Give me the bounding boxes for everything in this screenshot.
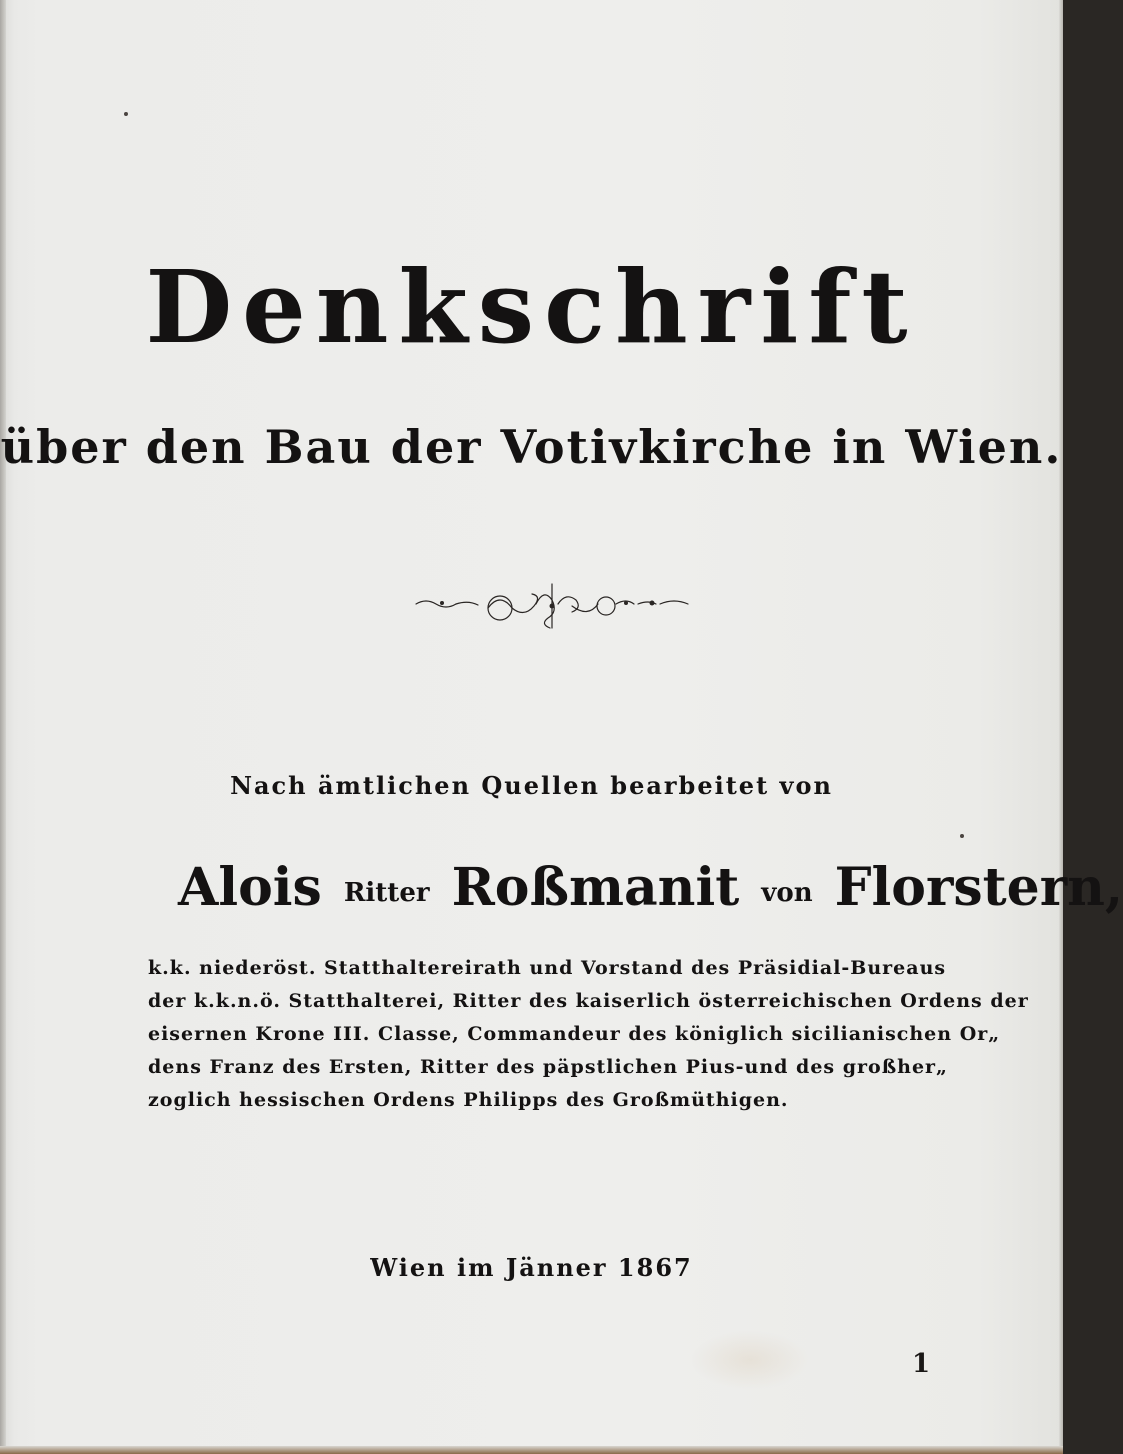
author-first-name: Alois xyxy=(178,857,322,918)
paper-speck xyxy=(124,112,128,116)
author-credentials xyxy=(148,952,1029,1117)
document-subtitle: über den Bau der Votivkirche in Wien. xyxy=(0,420,1063,474)
author-surname: Roßmanit xyxy=(451,857,740,918)
document-title: Denkschrift xyxy=(145,248,918,366)
place-date: Wien im Jänner 1867 xyxy=(370,1253,693,1282)
paper-stain xyxy=(690,1330,810,1390)
byline-intro: Nach ämtlichen Quellen bearbeitet von xyxy=(230,771,833,800)
page-left-edge xyxy=(0,0,6,1454)
paper-speck xyxy=(960,834,964,838)
credentials-line: der k.k.n.ö. Statthalterei, Ritter des kaiserlich österreichischen Ordens der xyxy=(148,990,1029,1012)
page-bottom-edge xyxy=(0,1446,1063,1454)
credentials-line: eisernen Krone III. Classe, Commandeur des königlich sicilianischen Or„ xyxy=(148,1023,1001,1045)
page-number: 1 xyxy=(911,1349,931,1379)
author-particle: von xyxy=(761,878,813,908)
author-estate: Florstern, xyxy=(834,857,1123,918)
author-name xyxy=(178,852,1123,924)
author-rank: Ritter xyxy=(343,878,430,908)
page-right-edge xyxy=(1059,0,1063,1454)
credentials-line: dens Franz des Ersten, Ritter des päpstlichen Pius-und des großher„ xyxy=(148,1056,948,1078)
credentials-line: k.k. niederöst. Statthaltereirath und Vorstand des Präsidial-Bureaus xyxy=(148,957,947,979)
credentials-line: zoglich hessischen Ordens Philipps des Großmüthigen. xyxy=(148,1089,789,1111)
flourish-ornament-icon xyxy=(412,578,692,634)
